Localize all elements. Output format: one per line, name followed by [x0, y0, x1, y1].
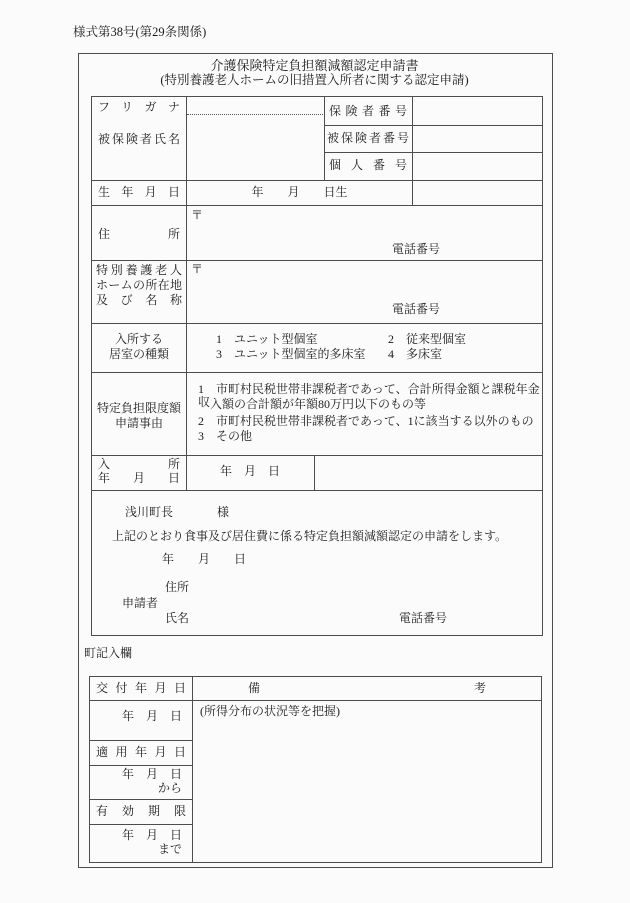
declaration-date-line[interactable]: 年 月 日: [162, 552, 247, 566]
insured-number-label: 被保険者番号: [327, 131, 409, 145]
reason-label-line1: 特定負担限度額: [96, 401, 181, 415]
admission-label-line2: 年月日: [98, 471, 180, 485]
personal-number-label: 個人番号: [329, 158, 407, 172]
applicant-address-input[interactable]: [197, 579, 527, 593]
applicant-label: 申請者: [122, 596, 159, 610]
apply-date-from-suffix: から: [157, 781, 182, 795]
birthdate-label: 生年月日: [98, 185, 180, 199]
facility-postal-mark: 〒: [191, 262, 204, 276]
birthdate-value: 年 月 日生: [251, 185, 348, 199]
facility-label-line1: 特別養護老人: [96, 263, 182, 277]
table-line: [92, 323, 542, 324]
insured-name-input[interactable]: [187, 115, 323, 179]
furigana-label: フリガナ: [98, 100, 180, 114]
form-title: 介護保険特定負担額減額認定申請書: [210, 58, 419, 73]
table-line: [324, 97, 325, 180]
room-option-4[interactable]: 4 多床室: [388, 347, 443, 361]
reason-option-1-line2: 入額の合計額が年額80万円以下のもの等: [210, 397, 427, 411]
address-label: 住所: [98, 227, 180, 241]
form-subtitle: (特別養護老人ホームの旧措置入所者に関する認定申請): [160, 73, 469, 87]
facility-phone-label: 電話番号: [392, 302, 441, 316]
insured-number-input[interactable]: [413, 126, 541, 151]
facility-label-line2: ホームの所在地: [96, 278, 182, 292]
table-line: [90, 700, 541, 701]
recipient-honorific: 様: [217, 505, 230, 519]
room-type-label-line1: 入所する: [114, 332, 163, 346]
address-input[interactable]: [207, 206, 387, 259]
room-option-1[interactable]: 1 ユニット型個室: [216, 332, 318, 346]
main-form-table: [91, 96, 543, 636]
applicant-phone-input[interactable]: [452, 610, 537, 624]
insurer-number-label: 保険者番号: [329, 104, 407, 118]
reason-label-line2: 申請事由: [114, 416, 163, 430]
table-line: [92, 490, 542, 491]
valid-date-value[interactable]: 年 月 日: [121, 828, 182, 842]
reason-option-1-line1[interactable]: 1 市町村民税世帯非課税者であって、合計所得金額と課税年金収: [198, 382, 540, 409]
applicant-name-input[interactable]: [197, 610, 387, 624]
applicant-phone-label: 電話番号: [399, 611, 448, 625]
insurer-number-input[interactable]: [413, 98, 541, 124]
remarks-input[interactable]: [193, 722, 540, 861]
table-line: [90, 824, 192, 825]
table-line: [90, 765, 192, 766]
form-number: 様式第38号(第29条関係): [73, 25, 207, 39]
valid-date-to-suffix: まで: [157, 842, 182, 856]
apply-date-value[interactable]: 年 月 日: [121, 767, 182, 781]
reason-option-3[interactable]: 3 その他: [198, 429, 253, 443]
reason-option-2[interactable]: 2 市町村民税世帯非課税者であって、1に該当する以外のもの: [198, 414, 534, 428]
room-type-label-line2: 居室の種類: [108, 347, 169, 361]
birthdate-extra-input[interactable]: [413, 181, 541, 204]
applicant-name-label: 氏名: [165, 611, 190, 625]
table-line: [92, 372, 542, 373]
postal-mark: 〒: [191, 208, 204, 222]
issue-date-value[interactable]: 年 月 日: [121, 709, 182, 723]
remarks-header-right: 考: [473, 681, 486, 695]
insured-name-label: 被保険者氏名: [98, 132, 180, 146]
issue-date-label: 交付年月日: [96, 681, 186, 695]
remarks-note: (所得分布の状況等を把握): [200, 704, 340, 718]
outer-frame: [78, 53, 553, 868]
recipient-name: 浅川町長: [125, 505, 174, 519]
facility-label-line3: 及び名称: [96, 293, 182, 307]
admission-date-value: 年 月 日: [219, 464, 280, 478]
admission-date-input[interactable]: [315, 456, 541, 489]
declaration-statement: 上記のとおり食事及び居住費に係る特定負担額減額認定の申請をします。: [112, 529, 508, 543]
apply-date-label: 適用年月日: [96, 745, 186, 759]
room-option-2[interactable]: 2 従来型個室: [388, 332, 467, 346]
remarks-header-left: 備: [248, 681, 261, 695]
table-line: [90, 740, 192, 741]
furigana-input[interactable]: [187, 98, 323, 114]
table-line: [90, 799, 192, 800]
address-phone-label: 電話番号: [392, 242, 441, 256]
admission-label-line1: 入所: [98, 457, 180, 471]
town-section-label: 町記入欄: [84, 646, 133, 660]
applicant-address-label: 住所: [165, 580, 190, 594]
personal-number-input[interactable]: [413, 153, 541, 179]
facility-input[interactable]: [207, 261, 387, 321]
remarks-header: [193, 682, 541, 695]
town-table: [89, 676, 542, 863]
room-option-3[interactable]: 3 ユニット型個室的多床室: [216, 347, 366, 361]
valid-period-label: 有効期限: [96, 804, 186, 818]
